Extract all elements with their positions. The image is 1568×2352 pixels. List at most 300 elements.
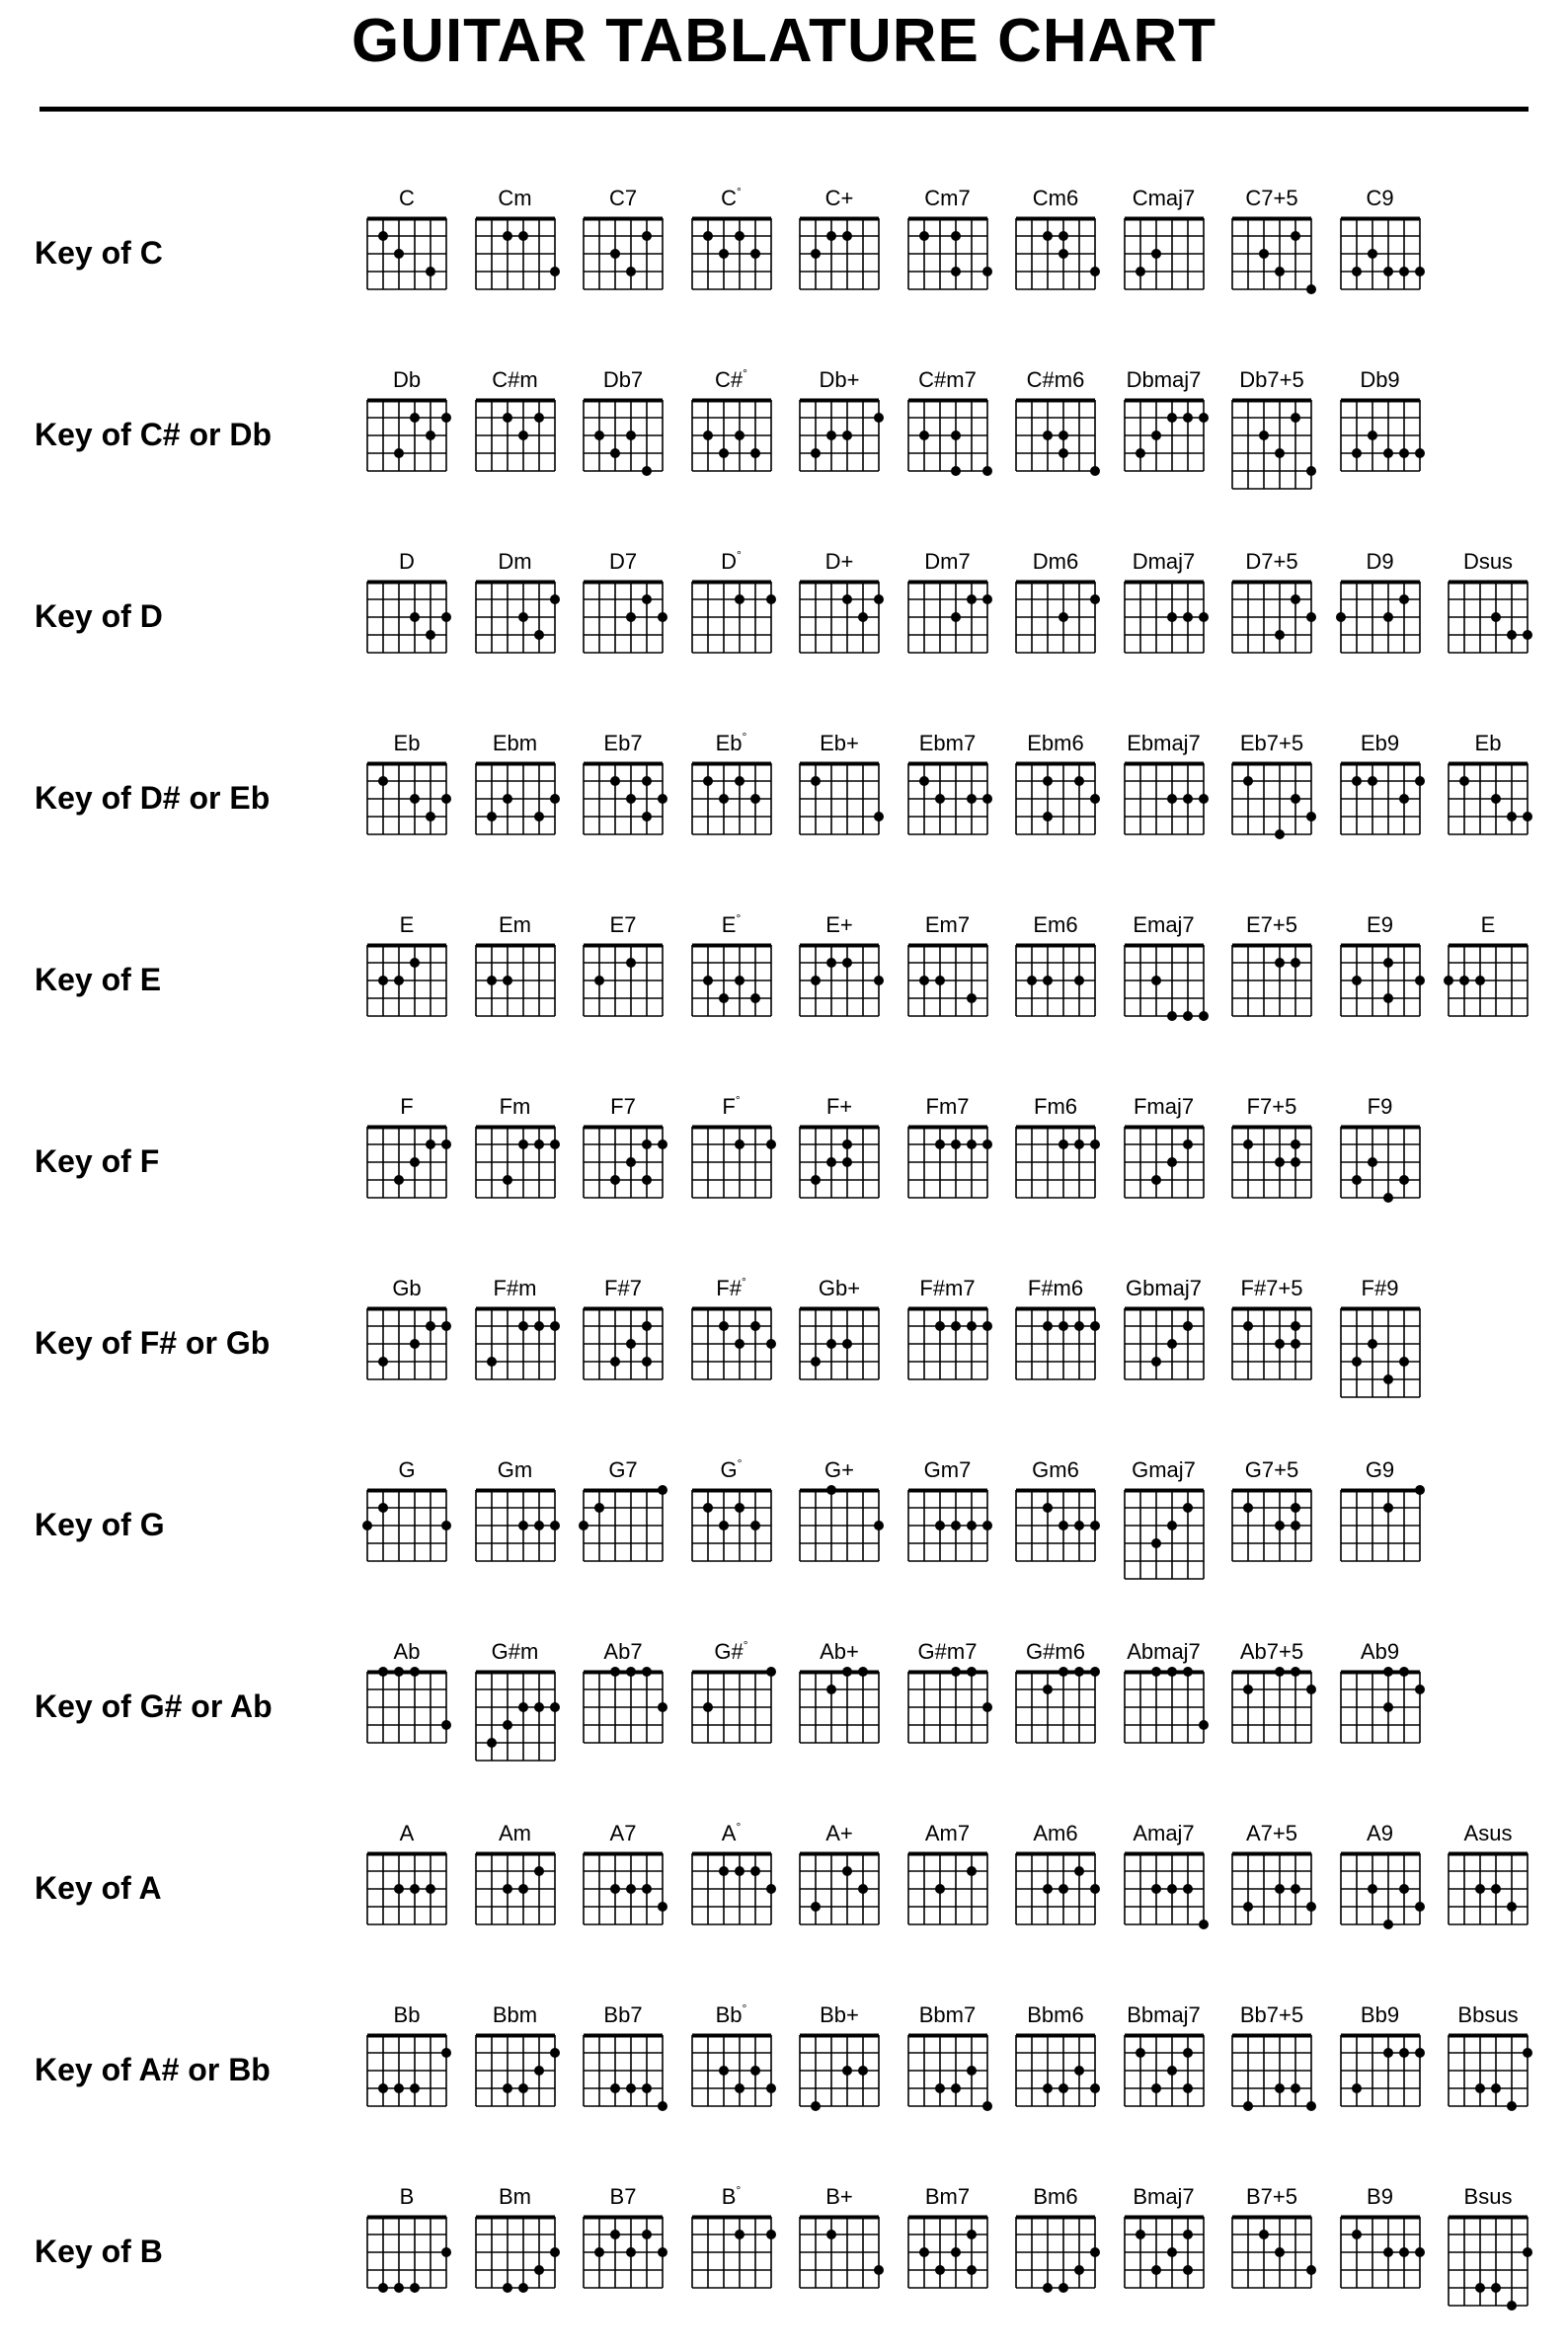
- chord-name: [579, 549, 667, 575]
- chord-name-text: Asus: [1463, 1821, 1513, 1845]
- chord-name-text: Bb7+5: [1239, 2002, 1304, 2027]
- nut: [367, 1489, 446, 1493]
- finger-dot: [951, 2247, 961, 2257]
- nut: [692, 399, 771, 403]
- key-row: [0, 2184, 1568, 2352]
- chord-name-text: D+: [824, 549, 854, 574]
- finger-dot: [1243, 1503, 1253, 1513]
- fretboard-grid: [471, 1122, 564, 1203]
- finger-dot: [1306, 612, 1316, 622]
- chord-name: [687, 1639, 776, 1665]
- chord-name-text: A7+5: [1246, 1821, 1297, 1845]
- nut: [1125, 399, 1204, 403]
- nut: [908, 1307, 987, 1311]
- finger-dot: [1491, 1884, 1501, 1894]
- nut: [1232, 2216, 1311, 2220]
- chord-name-text: D7+5: [1245, 549, 1298, 574]
- chord-name: [1120, 186, 1209, 211]
- chord-name: [579, 367, 667, 393]
- fretboard-grid: [795, 213, 888, 294]
- chord-name: [795, 2002, 884, 2028]
- nut: [584, 1126, 663, 1130]
- finger-dot: [874, 594, 884, 604]
- key-label: Key of G: [35, 1507, 165, 1542]
- diminished-mark: °: [736, 2183, 742, 2197]
- nut: [1016, 1307, 1095, 1311]
- fretboard-grid: [1227, 1848, 1320, 1929]
- fretboard-grid: [1120, 2030, 1213, 2111]
- finger-dot: [1275, 2247, 1285, 2257]
- finger-dot: [1136, 267, 1145, 276]
- nut: [692, 581, 771, 585]
- finger-dot: [426, 1884, 435, 1894]
- finger-dot: [610, 2083, 620, 2093]
- chord-name: [795, 1821, 884, 1846]
- finger-dot: [1399, 1175, 1409, 1185]
- finger-dot: [642, 1357, 652, 1367]
- finger-dot: [719, 448, 729, 458]
- finger-dot: [811, 1902, 821, 1912]
- finger-dot: [394, 2283, 404, 2293]
- finger-dot: [594, 2247, 604, 2257]
- finger-dot: [951, 1521, 961, 1530]
- chord-name: [795, 912, 884, 938]
- nut: [800, 2216, 879, 2220]
- finger-dot: [534, 2066, 544, 2076]
- chord-name-text: Cmaj7: [1132, 186, 1196, 210]
- nut: [1232, 1489, 1311, 1493]
- finger-dot: [967, 1521, 977, 1530]
- nut: [1125, 1126, 1204, 1130]
- finger-dot: [1199, 794, 1209, 804]
- fretboard-grid: [687, 577, 780, 658]
- finger-dot: [1507, 2101, 1517, 2111]
- chord-name-text: B: [721, 2184, 737, 2209]
- chord-name: [795, 186, 884, 211]
- title-divider: [39, 107, 1529, 112]
- fretboard-grid: [903, 940, 996, 1021]
- finger-dot: [503, 1884, 512, 1894]
- nut: [584, 944, 663, 948]
- finger-dot: [658, 1139, 667, 1149]
- chord-name: [1011, 1639, 1100, 1665]
- nut: [908, 1489, 987, 1493]
- key-label: Key of A: [35, 1870, 162, 1906]
- nut: [476, 762, 555, 766]
- finger-dot: [1399, 1884, 1409, 1894]
- fretboard-grid: [1011, 940, 1104, 1021]
- chord-name: [903, 2002, 992, 2028]
- fretboard-grid: [1444, 758, 1536, 839]
- nut: [1016, 762, 1095, 766]
- finger-dot: [378, 1667, 388, 1677]
- nut: [1341, 1489, 1420, 1493]
- finger-dot: [518, 1702, 528, 1712]
- chord-name: [903, 549, 992, 575]
- chord-name: [1227, 912, 1316, 938]
- chord-name: [687, 549, 776, 575]
- finger-dot: [1415, 976, 1425, 985]
- finger-dot: [1275, 630, 1285, 640]
- finger-dot: [1183, 1884, 1193, 1894]
- finger-dot: [1043, 1503, 1053, 1513]
- finger-dot: [967, 993, 977, 1003]
- finger-dot: [1243, 776, 1253, 786]
- finger-dot: [610, 448, 620, 458]
- finger-dot: [1275, 2083, 1285, 2093]
- finger-dot: [1352, 976, 1362, 985]
- finger-dot: [1368, 1339, 1377, 1349]
- fretboard-grid: [1336, 940, 1429, 1021]
- finger-dot: [642, 1139, 652, 1149]
- nut: [476, 1489, 555, 1493]
- nut: [908, 399, 987, 403]
- finger-dot: [874, 2265, 884, 2275]
- finger-dot: [1043, 1685, 1053, 1694]
- finger-dot: [1259, 2230, 1269, 2239]
- finger-dot: [1167, 1667, 1177, 1677]
- chord-name-text: Bm6: [1033, 2184, 1078, 2209]
- chord-name: [579, 1457, 667, 1483]
- finger-dot: [1058, 1521, 1068, 1530]
- nut: [476, 1671, 555, 1675]
- finger-dot: [1444, 976, 1453, 985]
- fretboard-grid: [687, 2212, 780, 2293]
- chord-name-text: Ab+: [820, 1639, 859, 1664]
- finger-dot: [842, 1667, 852, 1677]
- finger-dot: [1243, 1139, 1253, 1149]
- chord-name-text: Db7: [602, 367, 644, 392]
- fretboard-grid: [1336, 1122, 1429, 1203]
- fretboard-grid: [903, 213, 996, 294]
- finger-dot: [1167, 1011, 1177, 1021]
- chord-name-text: F#7: [604, 1276, 642, 1300]
- chord-name: [1336, 731, 1425, 756]
- finger-dot: [503, 1720, 512, 1730]
- chord-name-text: D7: [608, 549, 638, 574]
- chord-name-text: C: [399, 186, 415, 210]
- finger-dot: [410, 612, 420, 622]
- chord-name-text: Bb: [393, 2002, 421, 2027]
- finger-dot: [410, 794, 420, 804]
- finger-dot: [1183, 2083, 1193, 2093]
- chord-name: [1227, 186, 1316, 211]
- finger-dot: [766, 1884, 776, 1894]
- key-row: [0, 912, 1568, 1080]
- chord-name: [1011, 367, 1100, 393]
- diminished-mark: °: [736, 911, 742, 925]
- finger-dot: [1291, 2083, 1300, 2093]
- finger-dot: [1306, 284, 1316, 294]
- key-label: Key of F# or Gb: [35, 1325, 271, 1361]
- fretboard-grid: [471, 1848, 564, 1929]
- finger-dot: [1090, 1884, 1100, 1894]
- chord-name-text: Bbm: [492, 2002, 538, 2027]
- finger-dot: [982, 1521, 992, 1530]
- fretboard-grid: [1120, 2212, 1213, 2293]
- finger-dot: [550, 2048, 560, 2058]
- finger-dot: [1399, 448, 1409, 458]
- nut: [367, 1126, 446, 1130]
- finger-dot: [1058, 612, 1068, 622]
- nut: [908, 217, 987, 221]
- finger-dot: [1183, 413, 1193, 423]
- chord-name: [1444, 2184, 1532, 2210]
- fretboard-grid: [471, 1303, 564, 1384]
- finger-dot: [1415, 1685, 1425, 1694]
- chord-name-text: G9: [1365, 1457, 1395, 1482]
- finger-dot: [550, 1321, 560, 1331]
- key-row: [0, 186, 1568, 353]
- finger-dot: [735, 1503, 745, 1513]
- key-row: [0, 1821, 1568, 1989]
- fretboard-grid: [903, 577, 996, 658]
- fretboard-grid: [687, 395, 780, 476]
- finger-dot: [1027, 976, 1037, 985]
- finger-dot: [642, 2083, 652, 2093]
- finger-dot: [441, 2247, 451, 2257]
- fretboard-grid: [1120, 1122, 1213, 1203]
- finger-dot: [919, 231, 929, 241]
- key-row: [0, 2002, 1568, 2170]
- chord-name: [1120, 1639, 1209, 1665]
- finger-dot: [842, 1139, 852, 1149]
- nut: [908, 762, 987, 766]
- chord-name: [362, 1457, 451, 1483]
- nut: [1232, 399, 1311, 403]
- chord-name: [362, 2002, 451, 2028]
- chord-name: [1120, 2002, 1209, 2028]
- chord-name: [579, 731, 667, 756]
- finger-dot: [550, 594, 560, 604]
- fretboard-grid: [1444, 577, 1536, 658]
- finger-dot: [1352, 776, 1362, 786]
- nut: [1125, 217, 1204, 221]
- fretboard-grid: [579, 577, 671, 658]
- chord-name-text: Dmaj7: [1132, 549, 1196, 574]
- fretboard-grid: [795, 758, 888, 839]
- finger-dot: [826, 1485, 836, 1495]
- fretboard-grid: [1336, 758, 1429, 839]
- finger-dot: [1058, 249, 1068, 259]
- nut: [476, 217, 555, 221]
- finger-dot: [518, 231, 528, 241]
- finger-dot: [1291, 1157, 1300, 1167]
- nut: [584, 399, 663, 403]
- finger-dot: [967, 1667, 977, 1677]
- chord-name: [362, 549, 451, 575]
- finger-dot: [518, 1139, 528, 1149]
- finger-dot: [1183, 794, 1193, 804]
- chord-name: [903, 2184, 992, 2210]
- nut: [584, 1307, 663, 1311]
- chord-name: [795, 367, 884, 393]
- chord-name-text: E: [721, 912, 737, 937]
- finger-dot: [441, 1139, 451, 1149]
- finger-dot: [750, 1866, 760, 1876]
- finger-dot: [441, 794, 451, 804]
- chord-name: [795, 731, 884, 756]
- chord-name: [903, 186, 992, 211]
- nut: [367, 762, 446, 766]
- nut: [1341, 2034, 1420, 2038]
- chord-name-text: Bbsus: [1457, 2002, 1519, 2027]
- chord-name-text: C7: [608, 186, 638, 210]
- fretboard-grid: [579, 1122, 671, 1203]
- nut: [367, 2034, 446, 2038]
- finger-dot: [1306, 812, 1316, 822]
- finger-dot: [410, 413, 420, 423]
- finger-dot: [1167, 612, 1177, 622]
- chord-name-text: Dm7: [924, 549, 971, 574]
- chord-name: [579, 2002, 667, 2028]
- diminished-mark: °: [737, 548, 742, 562]
- finger-dot: [951, 231, 961, 241]
- finger-dot: [1352, 2230, 1362, 2239]
- finger-dot: [703, 1503, 713, 1513]
- finger-dot: [594, 976, 604, 985]
- finger-dot: [1199, 1720, 1209, 1730]
- fretboard-grid: [362, 1667, 455, 1748]
- nut: [908, 581, 987, 585]
- finger-dot: [1491, 612, 1501, 622]
- finger-dot: [658, 2101, 667, 2111]
- chord-name: [1120, 1821, 1209, 1846]
- chord-name: [687, 367, 776, 393]
- finger-dot: [1151, 1538, 1161, 1548]
- chord-name-text: Abmaj7: [1127, 1639, 1201, 1664]
- nut: [1232, 944, 1311, 948]
- finger-dot: [1291, 231, 1300, 241]
- finger-dot: [1243, 1321, 1253, 1331]
- finger-dot: [642, 466, 652, 476]
- nut: [1341, 1126, 1420, 1130]
- finger-dot: [842, 1339, 852, 1349]
- finger-dot: [503, 2283, 512, 2293]
- finger-dot: [1074, 1866, 1084, 1876]
- chord-name-text: Bsus: [1463, 2184, 1513, 2209]
- nut: [692, 2034, 771, 2038]
- nut: [476, 1307, 555, 1311]
- finger-dot: [426, 630, 435, 640]
- chord-name-text: A+: [825, 1821, 853, 1845]
- chord-name-text: D: [721, 549, 738, 574]
- finger-dot: [1291, 958, 1300, 968]
- chord-name-text: E: [1480, 912, 1496, 937]
- chord-name: [687, 2002, 776, 2028]
- fretboard-grid: [362, 940, 455, 1021]
- finger-dot: [735, 231, 745, 241]
- finger-dot: [626, 612, 636, 622]
- finger-dot: [1167, 2247, 1177, 2257]
- finger-dot: [1151, 2265, 1161, 2275]
- finger-dot: [842, 2066, 852, 2076]
- finger-dot: [735, 776, 745, 786]
- chord-name-text: C9: [1366, 186, 1394, 210]
- fretboard-grid: [471, 2212, 564, 2293]
- chord-name-text: B7+5: [1246, 2184, 1297, 2209]
- finger-dot: [1291, 1339, 1300, 1349]
- finger-dot: [766, 1139, 776, 1149]
- chord-name: [1120, 549, 1209, 575]
- fretboard-grid: [795, 940, 888, 1021]
- finger-dot: [1090, 1321, 1100, 1331]
- finger-dot: [735, 976, 745, 985]
- finger-dot: [1507, 812, 1517, 822]
- chord-name: [1336, 1457, 1425, 1483]
- finger-dot: [410, 2083, 420, 2093]
- nut: [800, 217, 879, 221]
- fretboard-grid: [795, 395, 888, 476]
- finger-dot: [1491, 2283, 1501, 2293]
- finger-dot: [658, 612, 667, 622]
- finger-dot: [1383, 267, 1393, 276]
- finger-dot: [1383, 1503, 1393, 1513]
- finger-dot: [518, 2083, 528, 2093]
- nut: [1232, 217, 1311, 221]
- finger-dot: [441, 2048, 451, 2058]
- nut: [476, 1126, 555, 1130]
- finger-dot: [1275, 1521, 1285, 1530]
- finger-dot: [735, 431, 745, 440]
- finger-dot: [426, 1321, 435, 1331]
- fretboard-grid: [362, 1303, 455, 1384]
- nut: [908, 944, 987, 948]
- nut: [1341, 1307, 1420, 1311]
- finger-dot: [378, 231, 388, 241]
- key-row: [0, 1457, 1568, 1625]
- finger-dot: [750, 794, 760, 804]
- diminished-mark: °: [737, 1456, 743, 1470]
- finger-dot: [1043, 2283, 1053, 2293]
- finger-dot: [874, 976, 884, 985]
- nut: [367, 2216, 446, 2220]
- finger-dot: [919, 2247, 929, 2257]
- finger-dot: [534, 413, 544, 423]
- finger-dot: [826, 431, 836, 440]
- finger-dot: [1167, 2066, 1177, 2076]
- chord-name-text: B7: [609, 2184, 637, 2209]
- finger-dot: [1291, 1521, 1300, 1530]
- chord-name-text: Gm7: [923, 1457, 972, 1482]
- chord-name: [579, 1276, 667, 1301]
- finger-dot: [1074, 1139, 1084, 1149]
- chord-name: [1336, 1094, 1425, 1120]
- finger-dot: [378, 1503, 388, 1513]
- fretboard-grid: [362, 213, 455, 294]
- finger-dot: [610, 1884, 620, 1894]
- finger-dot: [1383, 993, 1393, 1003]
- finger-dot: [1352, 2083, 1362, 2093]
- finger-dot: [1183, 1503, 1193, 1513]
- finger-dot: [1183, 1321, 1193, 1331]
- finger-dot: [842, 1866, 852, 1876]
- finger-dot: [1074, 1321, 1084, 1331]
- chord-name-text: Dsus: [1462, 549, 1514, 574]
- finger-dot: [534, 1139, 544, 1149]
- nut: [1449, 762, 1528, 766]
- finger-dot: [410, 1667, 420, 1677]
- chord-name-text: F9: [1367, 1094, 1393, 1119]
- fretboard-grid: [903, 2030, 996, 2111]
- finger-dot: [1167, 1157, 1177, 1167]
- key-label: Key of D# or Eb: [35, 780, 271, 816]
- finger-dot: [1090, 466, 1100, 476]
- fretboard-grid: [1227, 2212, 1320, 2293]
- finger-dot: [1291, 594, 1300, 604]
- finger-dot: [550, 267, 560, 276]
- nut: [800, 399, 879, 403]
